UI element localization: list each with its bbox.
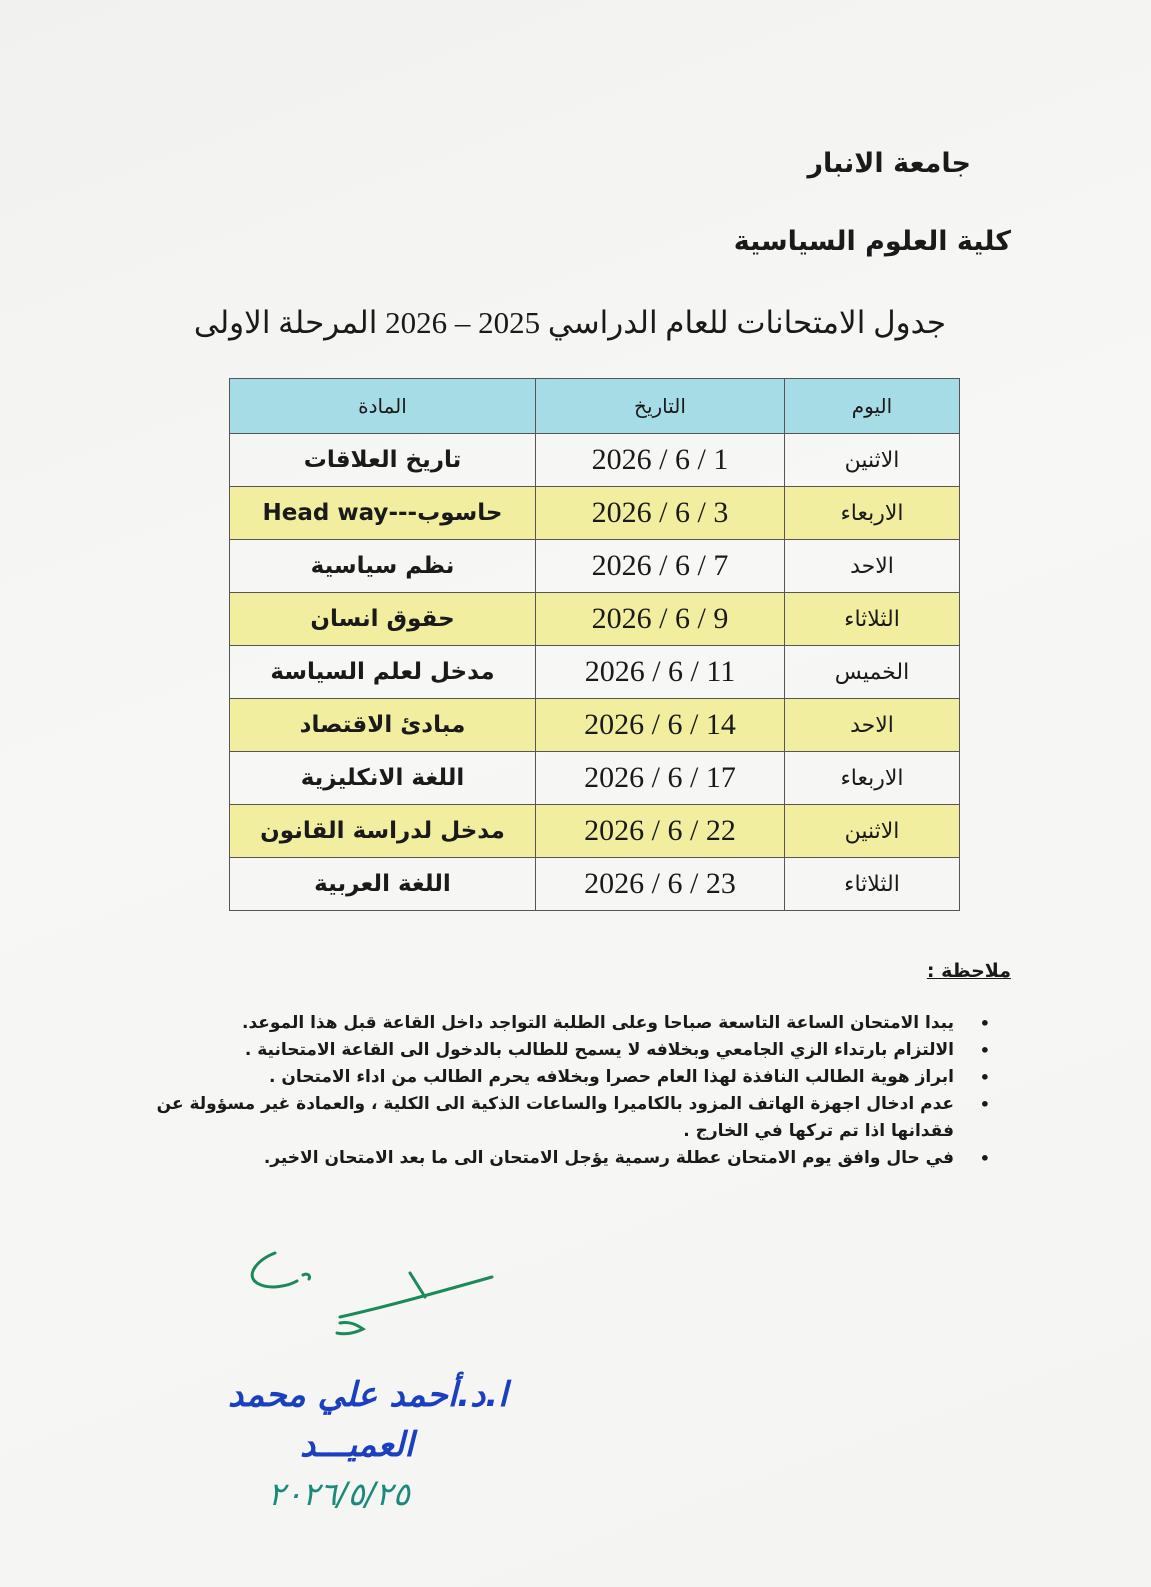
subject-cell: نظم سياسية [230,540,536,593]
subject-cell: مدخل لدراسة القانون [230,805,536,858]
subject-cell: حقوق انسان [230,593,536,646]
college-name: كلية العلوم السياسية [733,226,1011,257]
day-cell: الثلاثاء [785,858,960,911]
schedule-title: جدول الامتحانات للعام الدراسي 2025 – 2026 المرحلة الاولى [193,305,946,340]
date-cell: 2026 / 6 / 23 [536,858,785,911]
column-header-subject: المادة [230,379,536,434]
date-cell: 2026 / 6 / 22 [536,805,785,858]
column-header-date: التاريخ [536,379,785,434]
date-cell: 2026 / 6 / 7 [536,540,785,593]
notes-heading: ملاحظة : [926,960,1011,982]
day-cell: الاربعاء [785,487,960,540]
signature-date: ٢٠٢٦/٥/٢٥ [268,1475,410,1513]
subject-cell: مدخل لعلم السياسة [230,646,536,699]
date-cell: 2026 / 6 / 3 [536,487,785,540]
subject-cell: تاريخ العلاقات [230,434,536,487]
subject-cell: اللغة الانكليزية [230,752,536,805]
table-row [230,699,960,752]
day-cell: الاثنين [785,434,960,487]
list-item: • يبدا الامتحان الساعة التاسعة صباحا وعلى الطلبة التواجد داخل القاعة قبل هذا الموعد. [154,1010,954,1037]
date-cell: 2026 / 6 / 9 [536,593,785,646]
table-row [230,434,960,487]
table-row [230,540,960,593]
subject-cell: مبادئ الاقتصاد [230,699,536,752]
notes-list [154,1010,976,1172]
university-name: جامعة الانبار [807,148,971,179]
subject-cell: اللغة العربية [230,858,536,911]
table-row [230,646,960,699]
date-cell: 2026 / 6 / 14 [536,699,785,752]
day-cell: الاحد [785,540,960,593]
table-row [230,487,960,540]
day-cell: الخميس [785,646,960,699]
day-cell: الاربعاء [785,752,960,805]
table-row [230,805,960,858]
date-cell: 2026 / 6 / 11 [536,646,785,699]
column-header-day: اليوم [785,379,960,434]
list-item: • الالتزام بارتداء الزي الجامعي وبخلافه لا يسمح للطالب بالدخول الى القاعة الامتحانية . [154,1037,954,1064]
table-row [230,593,960,646]
handwritten-signature [245,1245,515,1345]
exam-schedule-table [229,378,960,911]
day-cell: الاثنين [785,805,960,858]
list-item: • في حال وافق يوم الامتحان عطلة رسمية يؤجل الامتحان الى ما بعد الامتحان الاخير. [154,1145,954,1172]
date-cell: 2026 / 6 / 1 [536,434,785,487]
list-item: • ابراز هوية الطالب النافذة لهذا العام حصرا وبخلافه يحرم الطالب من اداء الامتحان . [154,1064,954,1091]
signer-name: ا.د.أحمد علي محمد [228,1375,508,1415]
date-cell: 2026 / 6 / 17 [536,752,785,805]
list-item: • عدم ادخال اجهزة الهاتف المزود بالكاميرا والساعات الذكية الى الكلية ، والعمادة غير مسؤولة عن فقدانها اذا تم تركها في الخارج . [154,1091,954,1145]
table-row [230,858,960,911]
day-cell: الاحد [785,699,960,752]
subject-cell: حاسوب---Head way [230,487,536,540]
day-cell: الثلاثاء [785,593,960,646]
signer-title: العميـــد [300,1425,414,1465]
table-header-row [230,379,960,434]
table-row [230,752,960,805]
